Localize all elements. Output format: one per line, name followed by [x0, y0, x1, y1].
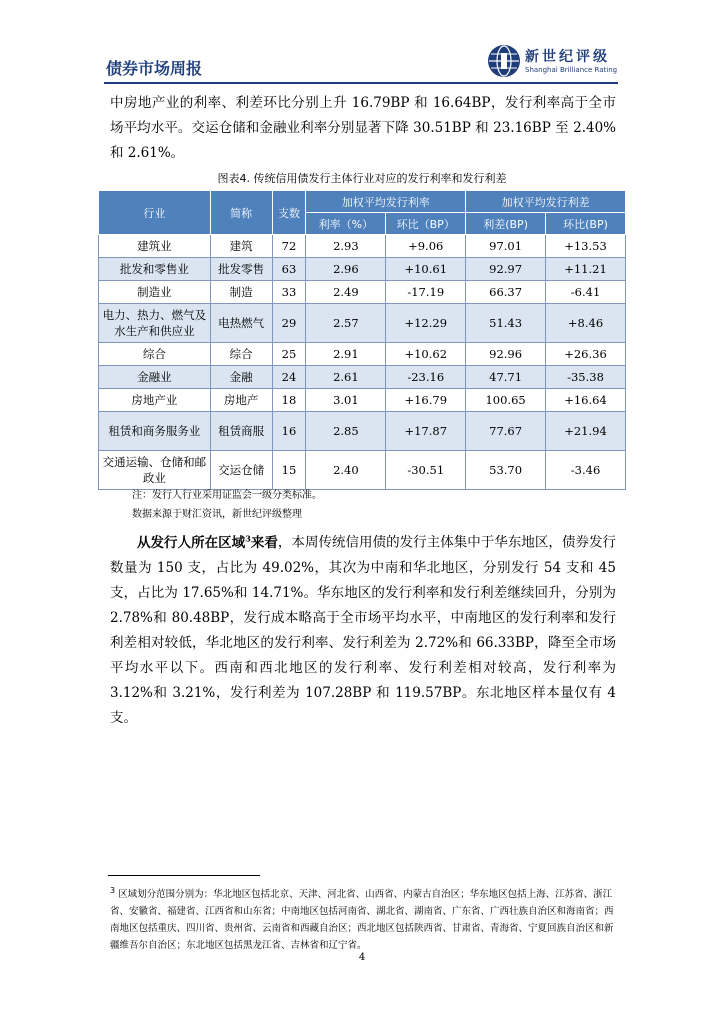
table-row [99, 366, 626, 389]
footnote-divider [108, 875, 260, 876]
table-note: 注：发行人行业采用证监会一级分类标准。 [132, 490, 322, 501]
cell-spread-chg: +21.94 [546, 412, 626, 451]
cell-spread: 92.96 [466, 343, 546, 366]
cell-count: 15 [272, 451, 306, 490]
header-rate: 利率（%） [306, 213, 386, 235]
cell-rate: 2.40 [306, 451, 386, 490]
cell-spread: 53.70 [466, 451, 546, 490]
cell-rate-chg: +17.87 [386, 412, 466, 451]
table-source: 数据来源于财汇资讯，新世纪评级整理 [132, 509, 302, 520]
table-row [99, 389, 626, 412]
cell-spread-chg: +16.64 [546, 389, 626, 412]
paragraph-2 [110, 526, 616, 731]
cell-count: 24 [272, 366, 306, 389]
figure-title: 图表4. 传统信用债发行主体行业对应的发行利率和发行利差 [217, 172, 507, 185]
cell-rate: 2.57 [306, 304, 386, 343]
cell-rate-chg: +9.06 [386, 235, 466, 258]
cell-rate: 3.01 [306, 389, 386, 412]
cell-spread-chg: -3.46 [546, 451, 626, 490]
cell-spread: 92.97 [466, 258, 546, 281]
cell-spread-chg: +26.36 [546, 343, 626, 366]
cell-abbr: 交运仓储 [210, 451, 272, 490]
cell-rate-chg: -23.16 [386, 366, 466, 389]
header-abbr: 简称 [210, 191, 272, 235]
header-spread-chg: 环比(BP) [546, 213, 626, 235]
cell-abbr: 建筑 [210, 235, 272, 258]
logo [487, 44, 618, 80]
cell-spread: 66.37 [466, 281, 546, 304]
footnote-mark: 3 [110, 886, 116, 895]
lead-end: 来看 [250, 534, 278, 551]
cell-rate: 2.91 [306, 343, 386, 366]
table-row [99, 258, 626, 281]
cell-spread-chg: -6.41 [546, 281, 626, 304]
table-row [99, 451, 626, 490]
logo-globe-icon [487, 44, 521, 78]
cell-rate-chg: -30.51 [386, 451, 466, 490]
cell-spread-chg: +13.53 [546, 235, 626, 258]
header-count: 支数 [272, 191, 306, 235]
cell-abbr: 房地产 [210, 389, 272, 412]
header-spread-group: 加权平均发行利差 [466, 191, 626, 213]
footnote-text: 区域划分范围分别为：华北地区包括北京、天津、河北省、山西省、内蒙古自治区；华东地区包括上海、江苏省、浙江省、安徽省、福建省、江西省和山东省；中南地区包括河南省、湖北省、湖南省、广东省、广西壮族自治区和海南省；西南地区包括重庆、四川省、贵州省、云南省和西藏自治区；西北地区包括陕西省、甘肃省、青海省、宁夏回族自治区和新疆维吾尔自治区；东北地区包括黑龙江省、吉林省和辽宁省。 [110, 889, 614, 952]
cell-rate-chg: +16.79 [386, 389, 466, 412]
page-number: 4 [358, 952, 366, 963]
cell-count: 72 [272, 235, 306, 258]
cell-spread: 100.65 [466, 389, 546, 412]
cell-industry: 批发和零售业 [99, 258, 211, 281]
cell-spread: 47.71 [466, 366, 546, 389]
cell-industry: 综合 [99, 343, 211, 366]
cell-industry: 房地产业 [99, 389, 211, 412]
cell-abbr: 批发零售 [210, 258, 272, 281]
cell-spread: 77.67 [466, 412, 546, 451]
cell-abbr: 电热燃气 [210, 304, 272, 343]
table-row [99, 281, 626, 304]
header-divider [104, 82, 618, 84]
header-spread: 利差(BP) [466, 213, 546, 235]
report-title: 债券市场周报 [106, 59, 203, 78]
cell-spread: 51.43 [466, 304, 546, 343]
cell-spread: 97.01 [466, 235, 546, 258]
cell-industry: 交通运输、仓储和邮政业 [99, 451, 211, 490]
cell-rate: 2.85 [306, 412, 386, 451]
cell-spread-chg: -35.38 [546, 366, 626, 389]
header-rate-chg: 环比（BP） [386, 213, 466, 235]
cell-rate: 2.61 [306, 366, 386, 389]
cell-industry: 租赁和商务服务业 [99, 412, 211, 451]
header-industry: 行业 [99, 191, 211, 235]
table-row [99, 304, 626, 343]
cell-count: 25 [272, 343, 306, 366]
paragraph-1: 中房地产业的利率、利差环比分别上升 16.79BP 和 16.64BP，发行利率高于全市场平均水平。交运仓储和金融业利率分别显著下降 30.51BP 和 23.16BP 至 2.40%和 2.61%。 [110, 95, 616, 161]
paragraph-2-body: ，本周传统信用债的发行主体集中于华东地区，债券发行数量为 150 支，占比为 49.02%，其次为中南和华北地区，分别发行 54 支和 45 支，占比为 17.65%和 14.71%。华东地区的发行利率和发行利差继续回升，分别为 2.78%和 80.48BP，发行成本略高于全市场平均水平，中南地区的发行利率和发行利差相对较低，华北地区的发行利率、发行利差为 2.72%和 66.33BP，降至全市场平均水平以下。西南和西北地区的发行利率、发行利差相对较高，发行利率为 3.12%和 3.21%，发行利差为 107.28BP 和 119.57BP。东北地区样本量仅有 4 支。 [110, 534, 617, 726]
cell-abbr: 制造 [210, 281, 272, 304]
table-row [99, 235, 626, 258]
cell-industry: 建筑业 [99, 235, 211, 258]
cell-count: 29 [272, 304, 306, 343]
cell-abbr: 金融 [210, 366, 272, 389]
cell-rate-chg: -17.19 [386, 281, 466, 304]
header-rate-group: 加权平均发行利率 [306, 191, 466, 213]
logo-cn-text: 新世纪评级 [525, 49, 610, 65]
cell-spread-chg: +11.21 [546, 258, 626, 281]
footnote [110, 882, 616, 954]
cell-rate: 2.49 [306, 281, 386, 304]
paragraph-2-lead [137, 535, 278, 551]
industry-rate-table [98, 190, 626, 490]
cell-spread-chg: +8.46 [546, 304, 626, 343]
cell-rate-chg: +10.61 [386, 258, 466, 281]
footnote-ref[interactable]: 3 [245, 533, 251, 543]
cell-abbr: 租赁商服 [210, 412, 272, 451]
cell-rate-chg: +12.29 [386, 304, 466, 343]
cell-count: 63 [272, 258, 306, 281]
cell-abbr: 综合 [210, 343, 272, 366]
cell-count: 33 [272, 281, 306, 304]
cell-count: 18 [272, 389, 306, 412]
cell-industry: 电力、热力、燃气及水生产和供应业 [99, 304, 211, 343]
table-row [99, 412, 626, 451]
cell-industry: 制造业 [99, 281, 211, 304]
cell-rate: 2.96 [306, 258, 386, 281]
cell-rate-chg: +10.62 [386, 343, 466, 366]
cell-rate: 2.93 [306, 235, 386, 258]
cell-count: 16 [272, 412, 306, 451]
cell-industry: 金融业 [99, 366, 211, 389]
logo-en-text: Shanghai Brilliance Rating [525, 66, 618, 74]
table-row [99, 343, 626, 366]
lead-text: 从发行人所在区域 [137, 534, 246, 551]
